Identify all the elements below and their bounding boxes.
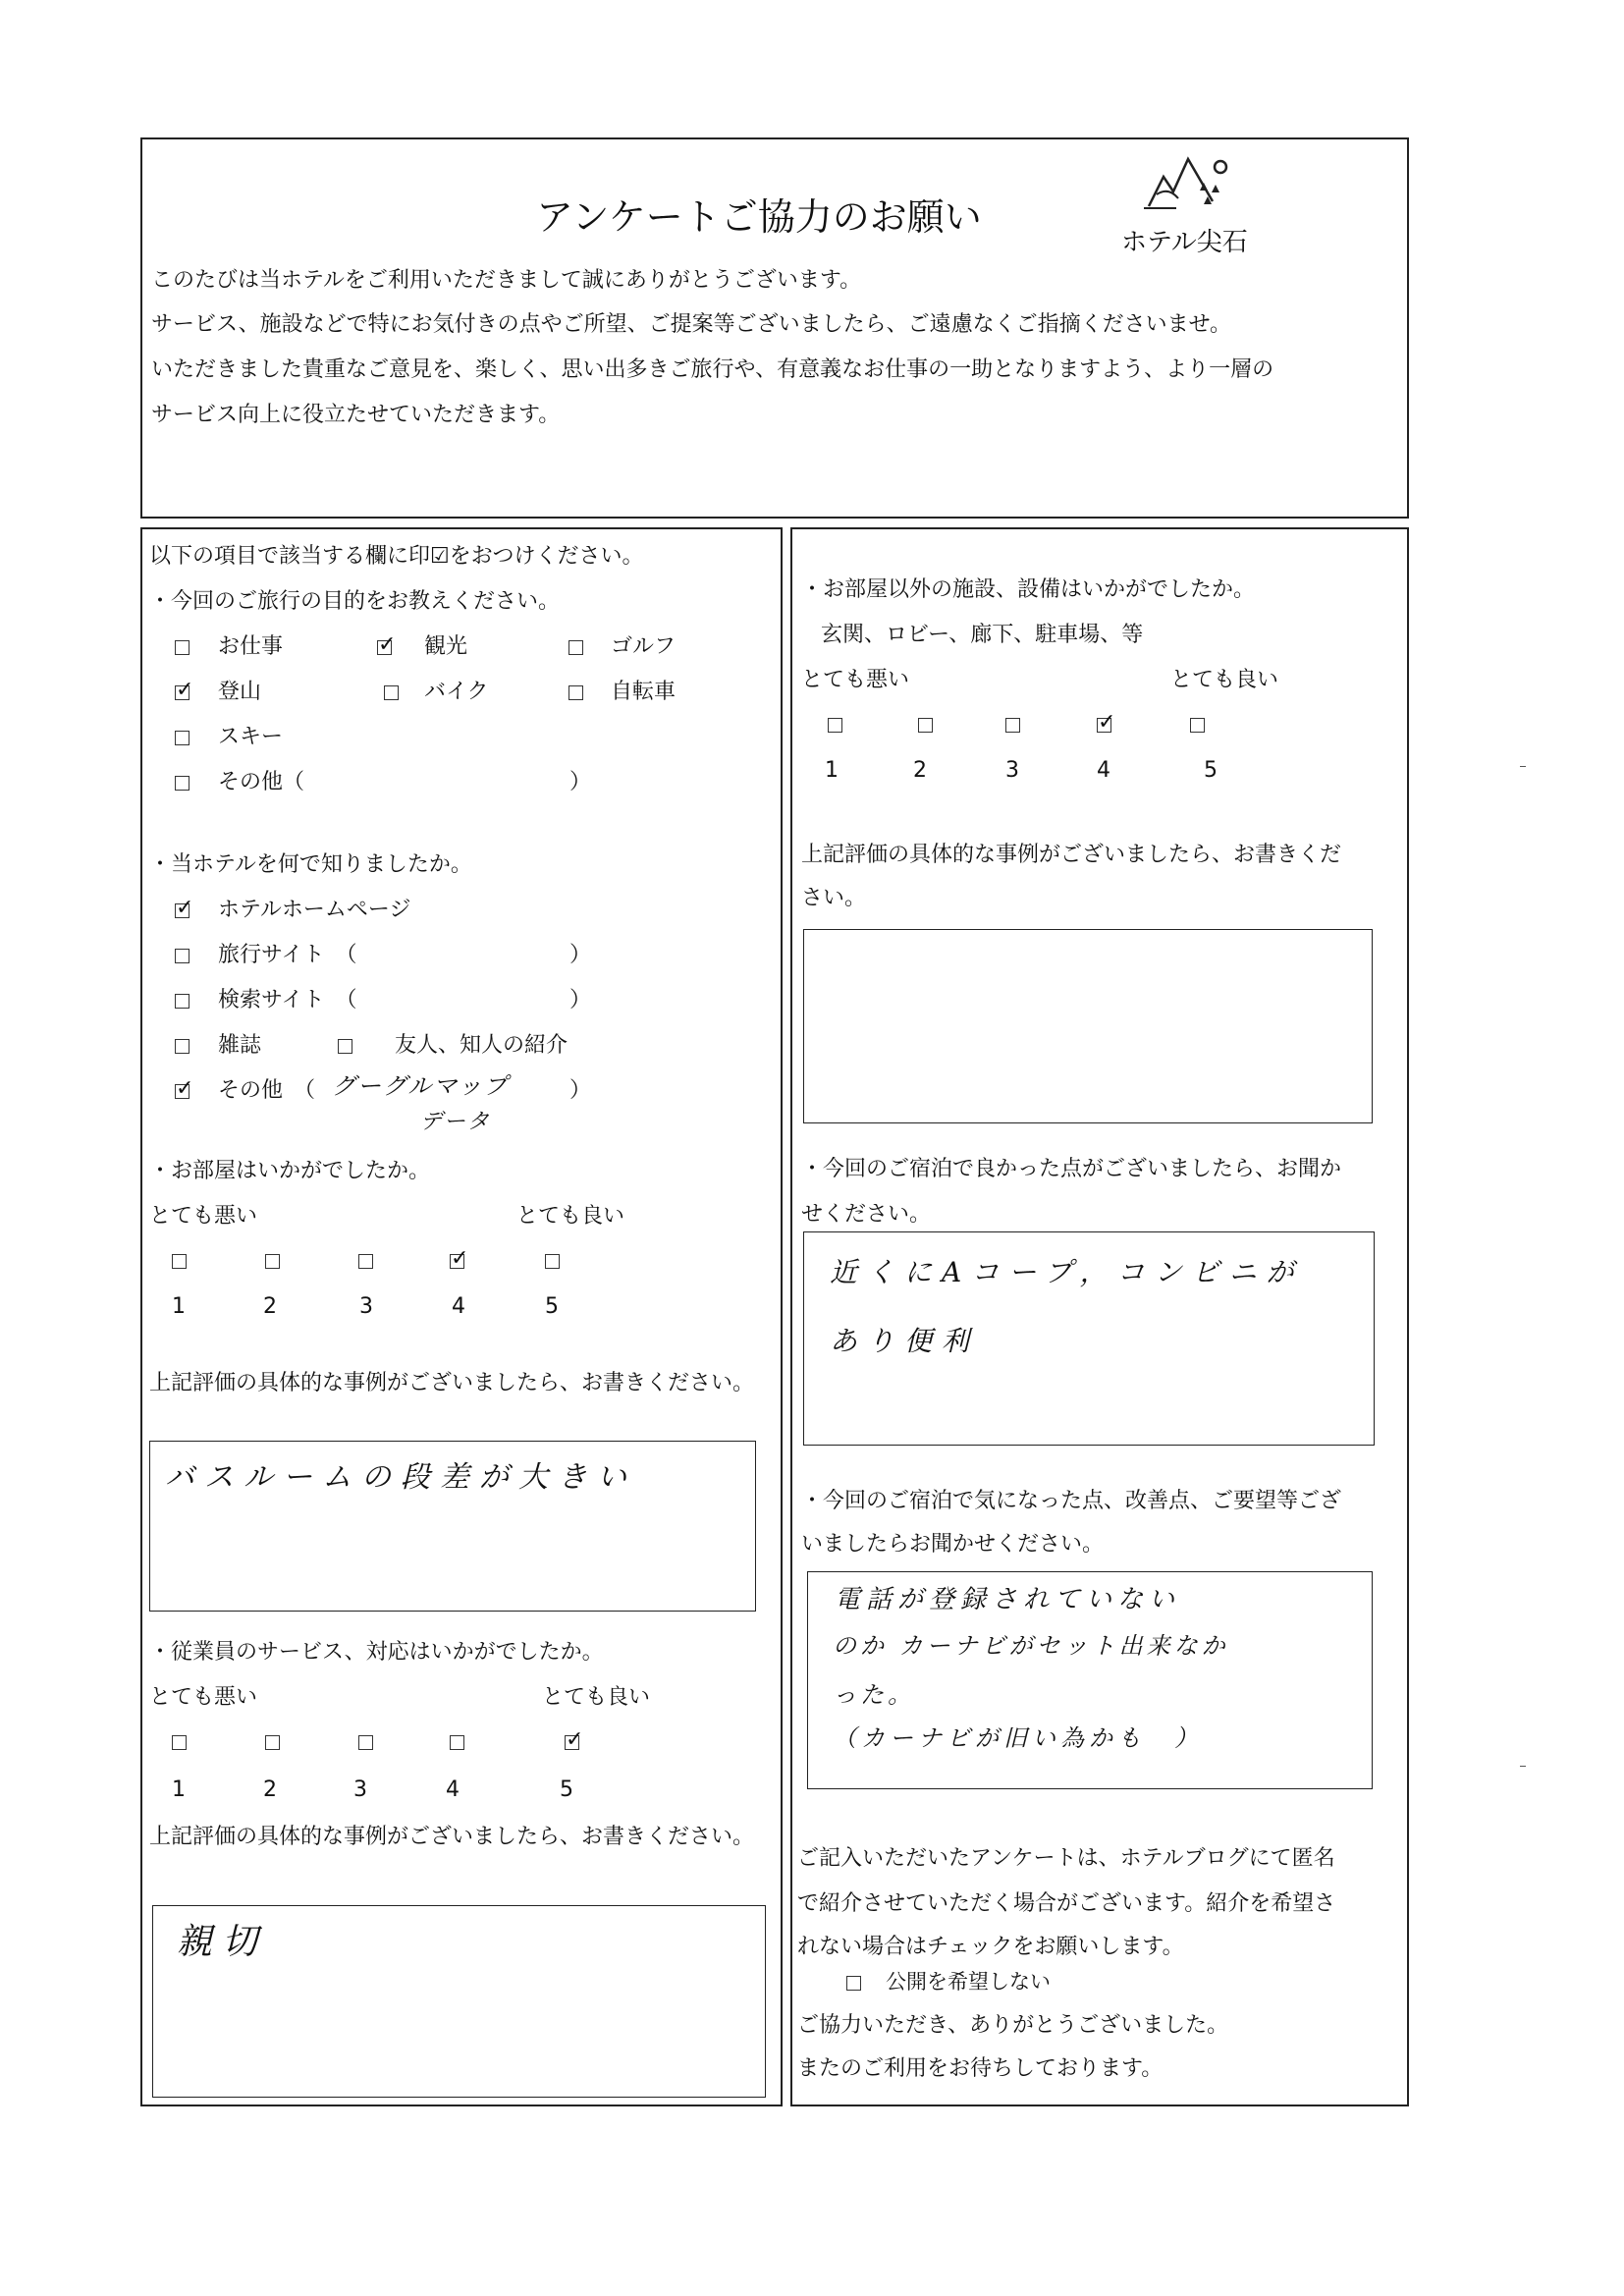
room-scale-5: 5	[545, 1294, 559, 1319]
purpose-label-climbing: 登山	[218, 680, 262, 704]
no-publish-checkbox[interactable]	[846, 1976, 861, 1991]
room-rating-3[interactable]	[358, 1254, 373, 1269]
purpose-label-bicycle: 自転車	[611, 680, 677, 704]
thanks-line-2: またのご利用をお待ちしております。	[797, 2056, 1164, 2081]
scan-artifact	[1520, 1766, 1526, 1767]
room-question: ・お部屋はいかがでしたか。	[149, 1159, 431, 1183]
notice-line-1: ご記入いただいたアンケートは、ホテルブログにて匿名	[797, 1846, 1335, 1871]
facilities-scale-3: 3	[1005, 758, 1019, 783]
room-rating-2[interactable]	[265, 1254, 280, 1269]
purpose-question: ・今回のご旅行の目的をお教えください。	[149, 589, 561, 614]
source-travel-site-close: ）	[569, 943, 592, 967]
source-label-magazine: 雑誌	[218, 1033, 262, 1058]
source-checkbox-other[interactable]	[175, 1084, 189, 1099]
purpose-checkbox-other[interactable]	[175, 776, 189, 791]
facilities-low-label: とても悪い	[801, 668, 910, 692]
source-search-site-close: ）	[569, 988, 592, 1012]
source-checkbox-search-site[interactable]	[175, 994, 189, 1009]
intro-line-2: サービス、施設などで特にお気付きの点やご所望、ご提案等ございましたら、ご遠慮なくご指摘くださいませ。	[151, 312, 1232, 337]
source-label-other: その他 （	[218, 1078, 316, 1103]
instruction-text: 以下の項目で該当する欄に印☑をおつけください。	[149, 544, 644, 569]
staff-rating-1[interactable]	[172, 1735, 187, 1750]
facilities-detail-prompt-1: 上記評価の具体的な事例がございましたら、お書きくだ	[801, 843, 1342, 867]
room-scale-3: 3	[359, 1294, 373, 1319]
purpose-label-golf: ゴルフ	[611, 634, 677, 659]
purpose-checkbox-golf[interactable]	[568, 640, 583, 655]
purpose-label-work: お仕事	[218, 634, 284, 659]
facilities-detail-prompt-2: さい。	[801, 886, 867, 910]
purpose-checkbox-climbing[interactable]	[175, 685, 189, 700]
page-title: アンケートご協力のお願い	[536, 195, 982, 239]
source-checkbox-magazine[interactable]	[175, 1039, 189, 1054]
staff-rating-5[interactable]	[565, 1735, 579, 1750]
source-label-search-site: 検索サイト （	[218, 988, 357, 1012]
notice-line-3: れない場合はチェックをお願いします。	[797, 1935, 1184, 1959]
improvements-comment-line-4: （カーナビが旧い為かも ）	[833, 1724, 1203, 1752]
improvements-comment-line-2: のか カーナビがセット出来なか	[833, 1632, 1229, 1660]
intro-line-4: サービス向上に役立たせていただきます。	[151, 403, 561, 427]
facilities-scale-5: 5	[1204, 758, 1218, 783]
thanks-line-1: ご協力いただき、ありがとうございました。	[797, 2013, 1229, 2038]
source-other-close: ）	[569, 1078, 592, 1103]
facilities-scale-1: 1	[825, 758, 839, 783]
room-high-label: とても良い	[516, 1204, 625, 1229]
facilities-rating-4[interactable]	[1097, 718, 1111, 733]
source-checkbox-homepage[interactable]	[175, 903, 189, 918]
staff-scale-5: 5	[560, 1777, 573, 1802]
staff-comment-text: 親切	[177, 1922, 268, 1962]
good-points-comment-line-2: あり便利	[830, 1325, 980, 1357]
purpose-checkbox-work[interactable]	[175, 640, 189, 655]
improvements-comment-line-1: 電話が登録されていない	[835, 1585, 1181, 1614]
staff-low-label: とても悪い	[149, 1685, 258, 1710]
staff-rating-3[interactable]	[358, 1735, 373, 1750]
good-points-comment-line-1: 近くにAコープ，コンビニが	[830, 1256, 1304, 1288]
notice-line-2: で紹介させていただく場合がございます。紹介を希望さ	[797, 1891, 1336, 1916]
staff-scale-2: 2	[263, 1777, 277, 1802]
source-label-friend: 友人、知人の紹介	[395, 1033, 568, 1058]
room-rating-4[interactable]	[450, 1254, 464, 1269]
source-checkbox-travel-site[interactable]	[175, 949, 189, 963]
purpose-checkbox-bicycle[interactable]	[568, 685, 583, 700]
facilities-examples: 玄関、ロビー、廊下、駐車場、等	[821, 623, 1144, 647]
improvements-question-1: ・今回のご宿泊で気になった点、改善点、ご要望等ござ	[801, 1489, 1342, 1513]
room-scale-2: 2	[263, 1294, 277, 1319]
purpose-checkbox-sightseeing[interactable]	[377, 640, 392, 655]
room-rating-1[interactable]	[172, 1254, 187, 1269]
source-other-handwriting-2: データ	[420, 1110, 492, 1134]
facilities-high-label: とても良い	[1170, 668, 1279, 692]
facilities-question: ・お部屋以外の施設、設備はいかがでしたか。	[801, 577, 1256, 602]
room-comment-text: バスルームの段差が大きい	[165, 1460, 636, 1495]
room-scale-1: 1	[172, 1294, 186, 1319]
facilities-comment-box[interactable]	[803, 929, 1373, 1123]
facilities-scale-4: 4	[1097, 758, 1110, 783]
room-scale-4: 4	[452, 1294, 465, 1319]
staff-detail-prompt: 上記評価の具体的な事例がございましたら、お書きください。	[149, 1825, 755, 1849]
improvements-comment-line-3: った。	[833, 1681, 915, 1709]
room-rating-5[interactable]	[545, 1254, 560, 1269]
facilities-scale-2: 2	[913, 758, 927, 783]
facilities-rating-2[interactable]	[918, 718, 933, 733]
facilities-rating-3[interactable]	[1005, 718, 1020, 733]
intro-line-3: いただきました貴重なご意見を、楽しく、思い出多きご旅行や、有意義なお仕事の一助となりますよう、より一層の	[151, 357, 1274, 382]
purpose-checkbox-bike[interactable]	[384, 685, 399, 700]
purpose-label-other: その他（	[218, 770, 305, 794]
staff-rating-4[interactable]	[450, 1735, 464, 1750]
purpose-checkbox-ski[interactable]	[175, 731, 189, 745]
facilities-rating-1[interactable]	[828, 718, 842, 733]
staff-scale-1: 1	[172, 1777, 186, 1802]
source-question: ・当ホテルを何で知りましたか。	[149, 852, 472, 877]
intro-line-1: このたびは当ホテルをご利用いただきまして誠にありがとうございます。	[151, 268, 862, 293]
purpose-label-ski: スキー	[218, 725, 284, 749]
source-label-homepage: ホテルホームページ	[218, 898, 411, 922]
staff-scale-4: 4	[446, 1777, 460, 1802]
staff-question: ・従業員のサービス、対応はいかがでしたか。	[149, 1640, 604, 1665]
hotel-logo	[1119, 147, 1267, 275]
source-checkbox-friend[interactable]	[338, 1039, 352, 1054]
room-detail-prompt: 上記評価の具体的な事例がございましたら、お書きください。	[149, 1371, 755, 1395]
good-points-question-2: せください。	[801, 1202, 932, 1227]
source-other-handwriting: グーグルマップ	[332, 1072, 510, 1100]
improvements-question-2: いましたらお聞かせください。	[801, 1532, 1105, 1557]
good-points-question-1: ・今回のご宿泊で良かった点がございましたら、お聞か	[801, 1157, 1342, 1181]
room-low-label: とても悪い	[149, 1204, 258, 1229]
facilities-rating-5[interactable]	[1190, 718, 1205, 733]
staff-scale-3: 3	[353, 1777, 367, 1802]
no-publish-label: 公開を希望しない	[886, 1970, 1051, 1994]
staff-high-label: とても良い	[542, 1685, 651, 1710]
source-label-travel-site: 旅行サイト （	[218, 943, 357, 967]
hotel-name: ホテル尖石	[1121, 228, 1248, 257]
purpose-other-close: ）	[569, 770, 592, 794]
purpose-label-bike: バイク	[424, 680, 489, 704]
scan-artifact	[1520, 766, 1526, 767]
purpose-label-sightseeing: 観光	[424, 634, 468, 659]
staff-rating-2[interactable]	[265, 1735, 280, 1750]
